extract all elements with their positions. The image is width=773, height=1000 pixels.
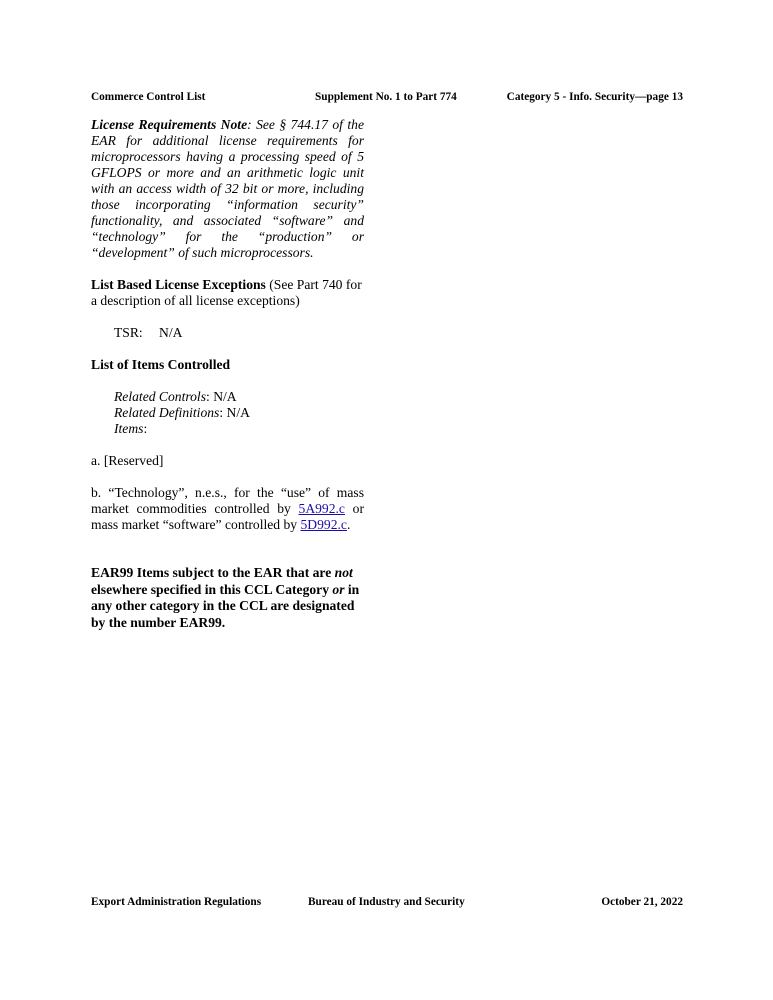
related-definitions (91, 405, 364, 421)
ear99-text-1: EAR99 Items subject to the EAR that are (91, 565, 335, 580)
link-5a992c[interactable]: 5A992.c (298, 501, 345, 516)
ear99-paragraph (91, 565, 364, 631)
tsr-value: N/A (159, 325, 183, 340)
footer-date: October 21, 2022 (601, 896, 683, 908)
note-text: : See § 744.17 of the EAR for additional license requirements for microprocessors having a processing speed of 5 GFLOPS or more and an arithmetic logic unit with an access width of 32 bit or more, including those incorporating “information security” functionality, and associated “software” and “technology” for the “production” or “development” of such microprocessors. (91, 117, 364, 260)
footer-regulations: Export Administration Regulations (91, 896, 262, 908)
license-exceptions-text: (See Part 740 for a description of all license exceptions) (91, 277, 362, 308)
item-b-mid: or mass market “software” controlled by (91, 501, 364, 532)
header-supplement: Supplement No. 1 to Part 774 (315, 91, 457, 103)
items-label (91, 421, 364, 437)
item-b-end: . (346, 517, 351, 532)
items-label-text: Items (114, 421, 144, 436)
item-b (91, 485, 364, 533)
item-a: a. [Reserved] (91, 453, 164, 468)
main-column (91, 117, 364, 631)
note-label: License Requirements Note (91, 117, 248, 132)
page-footer (91, 896, 683, 912)
items-label-colon: : (143, 421, 148, 436)
footer-bureau: Bureau of Industry and Security (308, 896, 465, 908)
license-requirements-note (91, 117, 364, 261)
ear99-text-3: in any other category in the CCL are designated by the number EAR99. (91, 581, 360, 630)
items-heading: List of Items Controlled (91, 357, 231, 372)
header-title: Commerce Control List (91, 91, 206, 103)
ear99-not: not (334, 565, 353, 580)
related-definitions-value: : N/A (219, 405, 250, 420)
item-b-text: b. “Technology”, n.e.s., for the “use” of mass market commodities controlled by (91, 485, 364, 516)
tsr-key: TSR: (114, 325, 143, 340)
license-exceptions-paragraph (91, 277, 364, 309)
header-page-label: Category 5 - Info. Security—page 13 (506, 91, 683, 103)
related-controls-label: Related Controls (114, 389, 207, 404)
license-exceptions-label: List Based License Exceptions (91, 277, 266, 292)
ear99-text-2: elsewhere specified in this CCL Category (91, 581, 333, 597)
tsr-line (91, 325, 364, 341)
related-controls-value: : N/A (206, 389, 237, 404)
ear99-or: or (332, 581, 345, 597)
related-definitions-label: Related Definitions (114, 405, 220, 420)
page-header (91, 91, 683, 107)
related-controls (91, 389, 364, 405)
link-5d992c[interactable]: 5D992.c (300, 517, 347, 532)
